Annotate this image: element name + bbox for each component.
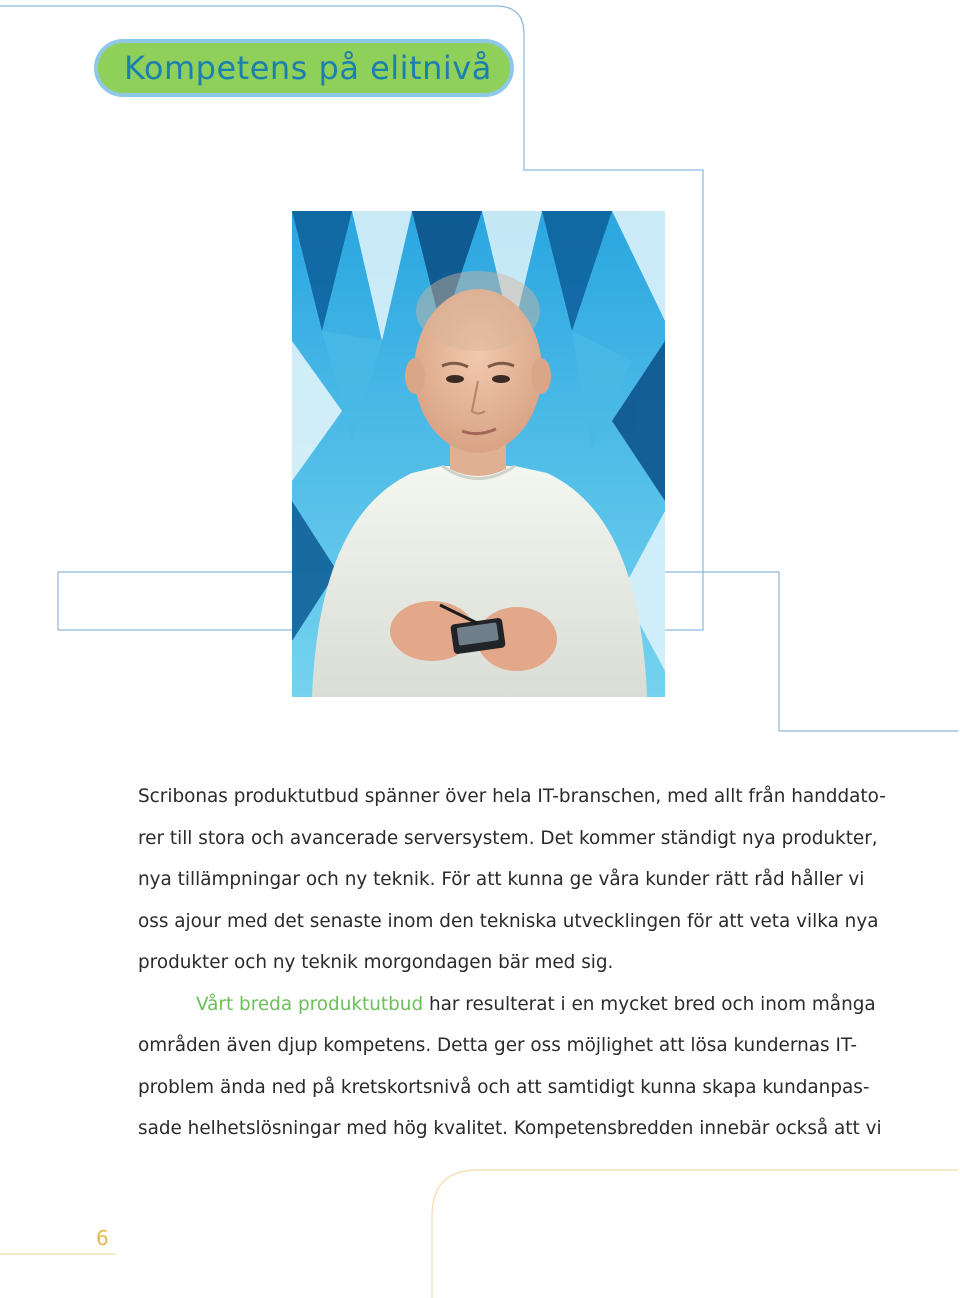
body-text	[138, 776, 886, 1150]
man-with-pda-photo	[292, 211, 665, 697]
title-banner	[94, 39, 514, 97]
page-number: 6	[96, 1226, 109, 1250]
paragraph-2-line-4: sade helhetslösningar med hög kvalitet. Kompetensbredden innebär också att vi	[138, 1118, 882, 1139]
paragraph-1-line-2: rer till stora och avancerade serversystem. Det kommer ständigt nya produkter,	[138, 827, 878, 849]
paragraph-1-line-5: produkter och ny teknik morgondagen bär med sig.	[138, 952, 614, 973]
paragraph-1-line-3: nya tillämpningar och ny teknik. För att kunna ge våra kunder rätt råd håller vi	[138, 869, 865, 890]
paragraph-2-line-3: problem ända ned på kretskortsnivå och att samtidigt kunna skapa kundanpas-	[138, 1076, 870, 1098]
paragraph-2-line-2: områden även djup kompetens. Detta ger oss möjlighet att lösa kundernas IT-	[138, 1035, 858, 1056]
photo-illustration	[292, 211, 665, 697]
highlight-text: Vårt breda produktutbud	[196, 993, 424, 1015]
paragraph-2-line-1-rest: har resulterat i en mycket bred och inom många	[423, 993, 876, 1015]
paragraph-1-line-4: oss ajour med det senaste inom den tekniska utvecklingen för att veta vilka nya	[138, 910, 879, 932]
page-title: Kompetens på elitnivå	[124, 49, 492, 87]
paragraph-1-line-1: Scribonas produktutbud spänner över hela IT-branschen, med allt från handdato-	[138, 786, 886, 807]
paragraph-2-line-1	[138, 984, 876, 1026]
